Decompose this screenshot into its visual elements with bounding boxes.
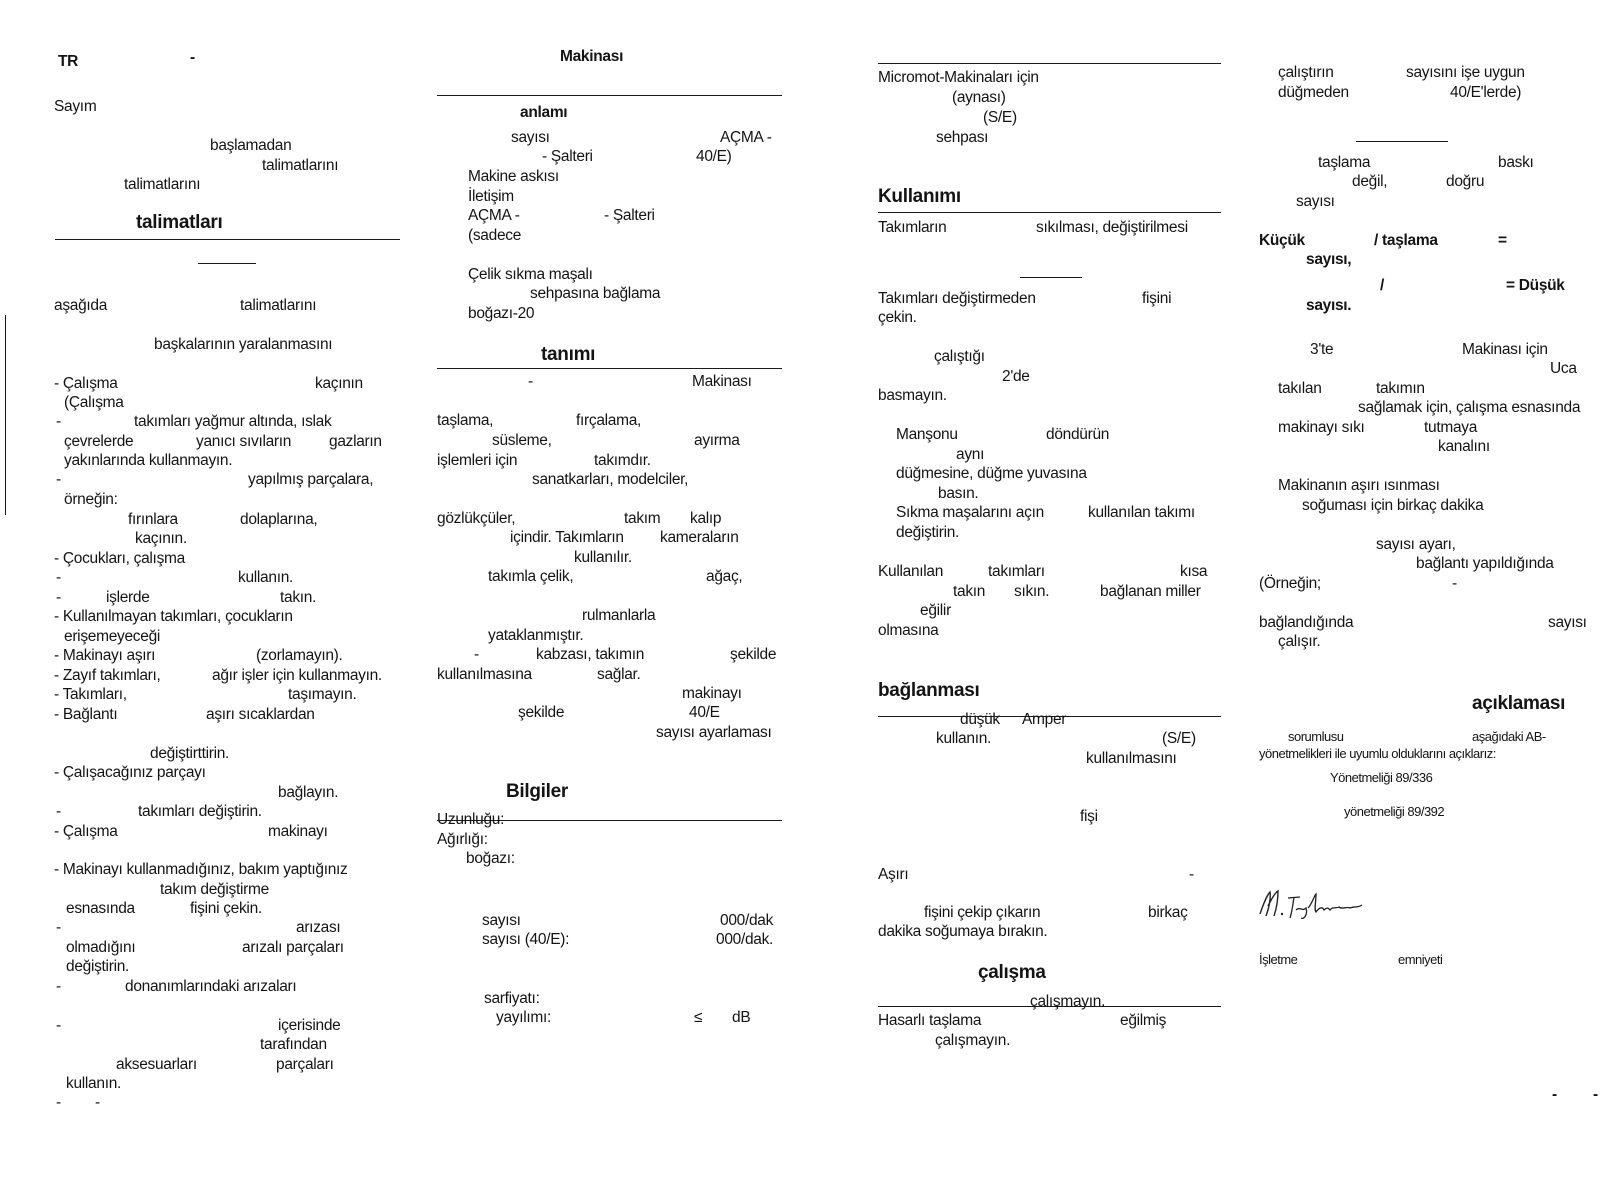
col2-text-line: ≤ (694, 1009, 703, 1026)
col2-text-line: İletişim (468, 188, 514, 205)
col4-text-line: soğuması için birkaç dakika (1302, 497, 1484, 514)
col1-text-line: arızalı parçaları (242, 939, 344, 956)
col2-text-line: süsleme, (492, 432, 552, 449)
col4-text-line: 40/E'lerde) (1450, 84, 1522, 101)
col4-text-line: taşlama (1318, 154, 1371, 171)
col2-text-line: AÇMA - (720, 129, 772, 146)
col3-text-line: Kullanılan (878, 563, 944, 580)
col2-text-line: (sadece (468, 227, 522, 244)
col2-text-line: sayısı (40/E): (482, 931, 570, 948)
col2-text-line: Bilgiler (506, 781, 569, 802)
col1-text-line: TR (58, 53, 79, 70)
col2-text-line: sayısı ayarlaması (656, 724, 772, 741)
col1-text-line: erişemeyeceği (64, 628, 161, 645)
col3-text-line: fişi (1080, 808, 1098, 825)
col2-text-line: - Şalteri (542, 148, 593, 165)
col1-text-line: takımları yağmur altında, ıslak (134, 413, 332, 430)
col3-text-line: düğmesine, düğme yuvasına (896, 465, 1087, 482)
col1-text-line: - (95, 1094, 100, 1111)
col2-text-line: şekilde (730, 646, 777, 663)
col1-text-line: değiştirin. (66, 958, 130, 975)
col2-text-line: gözlükçüler, (437, 510, 516, 527)
col3-text-line: çalışma (978, 962, 1046, 983)
col4-text-line: yönetmelikleri ile uyumlu olduklarını açıklarız: (1259, 746, 1496, 761)
col4-text-line: sayısı ayarı, (1376, 536, 1456, 553)
col3-text-line: sehpası (936, 129, 989, 146)
col2-text-line: Çelik sıkma maşalı (468, 266, 593, 283)
col3-text-line: çekin. (878, 309, 917, 326)
col3-text-line: sıkın. (1014, 583, 1050, 600)
col3-text-line: çalışmayın. (935, 1032, 1011, 1049)
col3-text-line: dakika soğumaya bırakın. (878, 923, 1048, 940)
col1-text-line: - (56, 919, 61, 936)
col1-text-line: değiştirttirin. (150, 745, 230, 762)
col4-text-line: tutmaya (1424, 419, 1478, 436)
col2-text-line: sarfiyatı: (484, 990, 540, 1007)
col2-text-line: sehpasına bağlama (530, 285, 661, 302)
col4-text-line: Yönetmeliği 89/336 (1330, 770, 1433, 785)
col3-text-line: basmayın. (878, 387, 947, 404)
col3-text-line: fişini çekip çıkarın (924, 904, 1041, 921)
col1-text-line: talimatları (136, 212, 223, 233)
signature-image (1256, 888, 1366, 922)
col1-text-line: takımları değiştirin. (138, 803, 262, 820)
rule-col2-specs (437, 820, 782, 821)
col1-text-line: - Çocukları, çalışma (54, 550, 185, 567)
col1-text-line: - Çalışacağınız parçayı (54, 764, 206, 781)
col1-text-line: - (56, 471, 61, 488)
col2-text-line: Makinası (560, 48, 624, 65)
col2-text-line: AÇMA - (468, 207, 520, 224)
col3-text-line: takımları (988, 563, 1045, 580)
col4-text-line: sayısı. (1306, 297, 1352, 314)
col2-text-line: takımla çelik, (488, 568, 574, 585)
col3-text-line: kullanın. (936, 730, 992, 747)
col4-text-line: sayısını işe uygun (1406, 64, 1525, 81)
col1-text-line: yakınlarında kullanmayın. (64, 452, 233, 469)
col4-text-line: açıklaması (1472, 693, 1566, 714)
col4-text-line: 3'te (1310, 341, 1334, 358)
col1-text-line: çevrelerde (64, 433, 134, 450)
col4-text-line: bağlantı yapıldığında (1416, 555, 1554, 572)
col3-text-line: takın (953, 583, 986, 600)
col4-text-line: takılan (1278, 380, 1322, 397)
col1-text-line: arızası (296, 919, 341, 936)
col1-text-line: - Takımları, (54, 686, 127, 703)
col1-text-line: gazların (329, 433, 382, 450)
col1-text-line: yanıcı sıvıların (196, 433, 292, 450)
rule-col3-usage (878, 212, 1221, 213)
col4-text-line: - (1593, 1086, 1598, 1103)
col4-text-line: (Örneğin; (1259, 575, 1321, 592)
col2-text-line: yayılımı: (496, 1009, 552, 1026)
col1-text-line: aşırı sıcaklardan (206, 706, 315, 723)
col1-text-line: aşağıda (54, 297, 108, 314)
col1-text-line: - (190, 49, 195, 66)
col1-text-line: - (56, 1094, 61, 1111)
col1-text-line: başlamadan (210, 137, 292, 154)
col4-text-line: = Düşük (1506, 277, 1565, 294)
col3-text-line: aynı (956, 446, 985, 463)
col1-text-line: parçaları (276, 1056, 334, 1073)
col2-text-line: Ağırlığı: (437, 831, 488, 848)
col1-text-line: kaçının. (135, 530, 187, 547)
col2-text-line: tanımı (541, 344, 596, 365)
col1-text-line: - Zayıf takımları, (54, 667, 161, 684)
col2-text-line: Makine askısı (468, 168, 559, 185)
col4-text-line: bağlandığında (1259, 614, 1354, 631)
col2-text-line: makinayı (682, 685, 742, 702)
col1-text-line: kullanın. (66, 1075, 122, 1092)
col1-text-line: dolaplarına, (240, 511, 318, 528)
col2-text-line: anlamı (520, 104, 568, 121)
col2-text-line: içindir. Takımların (510, 529, 624, 546)
col1-text-line: örneğin: (64, 491, 118, 508)
col1-text-line: başkalarının yaralanmasını (154, 336, 333, 353)
col2-text-line: sayısı (482, 912, 521, 929)
col1-text-line: kullanın. (238, 569, 294, 586)
col3-text-line: fişini (1142, 290, 1172, 307)
col2-text-line: sayısı (511, 129, 550, 146)
col1-text-line: takım değiştirme (160, 881, 269, 898)
col2-text-line: Uzunluğu: (437, 811, 505, 828)
col2-text-line: 40/E (689, 704, 720, 721)
col4-text-line: Uca (1550, 360, 1577, 377)
col3-text-line: Aşırı (878, 866, 909, 883)
col3-text-line: bağlanması (878, 680, 980, 701)
col2-text-line: taşlama, (437, 412, 494, 429)
col4-text-line: sayısı (1548, 614, 1587, 631)
col1-text-line: makinayı (268, 823, 328, 840)
col1-text-line: işlerde (106, 589, 150, 606)
rule-col3-top (878, 63, 1221, 64)
col4-text-line: Küçük (1259, 232, 1305, 249)
col1-text-line: - (56, 978, 61, 995)
col1-text-line: talimatlarını (124, 176, 201, 193)
col4-text-line: yönetmeliği 89/392 (1344, 804, 1445, 819)
col3-text-line: olmasına (878, 622, 939, 639)
col2-text-line: - (528, 373, 533, 390)
col3-text-line: bağlanan miller (1100, 583, 1201, 600)
col2-text-line: boğazı: (466, 850, 515, 867)
col3-text-line: kullanılmasını (1086, 750, 1177, 767)
col3-text-line: düşük (960, 711, 1000, 728)
col2-text-line: şekilde (518, 704, 565, 721)
col1-text-line: fırınlara (128, 511, 178, 528)
col1-text-line: ağır işler için kullanmayın. (212, 667, 382, 684)
col3-text-line: birkaç (1148, 904, 1188, 921)
col1-text-line: - (56, 589, 61, 606)
col3-text-line: Amper (1022, 711, 1067, 728)
rule-col1-heading (55, 239, 400, 240)
col2-text-line: dB (732, 1009, 751, 1026)
col1-text-line: - Kullanılmayan takımları, çocukların (54, 608, 293, 625)
col1-text-line: - Çalışma (54, 823, 118, 840)
col4-text-line: / (1380, 277, 1385, 294)
col2-text-line: - (474, 646, 479, 663)
col4-text-line: Makinası için (1462, 341, 1548, 358)
col1-text-line: - (56, 569, 61, 586)
col1-text-line: - Makinayı kullanmadığınız, bakım yaptığınız (54, 861, 348, 878)
col1-text-line: yapılmış parçalara, (248, 471, 374, 488)
col3-text-line: (S/E) (983, 109, 1017, 126)
left-margin-line (5, 315, 6, 515)
col2-text-line: kabzası, takımın (536, 646, 645, 663)
col2-text-line: sanatkarları, modelciler, (532, 471, 689, 488)
col2-text-line: 000/dak. (716, 931, 774, 948)
col2-text-line: kullanılmasına (437, 666, 532, 683)
col3-text-line: Micromot-Makinaları için (878, 69, 1039, 86)
col3-text-line: Takımları değiştirmeden (878, 290, 1036, 307)
col3-text-line: 2'de (1002, 368, 1030, 385)
col2-text-line: takımdır. (594, 452, 651, 469)
col4-text-line: = (1498, 232, 1507, 249)
col4-text-line: sağlamak için, çalışma esnasında (1358, 399, 1581, 416)
col3-text-line: Takımların (878, 219, 947, 236)
col3-text-line: kullanılan takımı (1088, 504, 1195, 521)
col2-text-line: takım (624, 510, 661, 527)
col1-text-line: - (56, 803, 61, 820)
col4-text-line: emniyeti (1398, 952, 1443, 967)
col1-text-line: - Makinayı aşırı (54, 647, 156, 664)
col1-text-line: takın. (280, 589, 317, 606)
col3-text-line: Kullanımı (878, 186, 961, 207)
col1-text-line: donanımlarındaki arızaları (125, 978, 297, 995)
col4-text-line: düğmeden (1278, 84, 1349, 101)
col2-text-line: işlemleri için (437, 452, 518, 469)
col3-text-line: (aynası) (952, 89, 1006, 106)
col1-text-line: - (56, 413, 61, 430)
col1-text-line: içerisinde (278, 1017, 341, 1034)
col1-text-line: esnasında (66, 900, 135, 917)
col4-text-line: aşağıdaki AB- (1472, 729, 1546, 744)
col4-text-line: kanalını (1438, 438, 1490, 455)
col1-text-line: - Bağlantı (54, 706, 118, 723)
rule-col4-short (1356, 141, 1448, 142)
col3-text-line: döndürün (1046, 426, 1110, 443)
col2-text-line: ayırma (694, 432, 740, 449)
col3-text-line: çalışmayın. (1030, 993, 1106, 1010)
rule-col3-short (1020, 277, 1082, 278)
col1-text-line: - (56, 1017, 61, 1034)
col3-text-line: değiştirin. (896, 524, 960, 541)
col1-text-line: tarafından (260, 1036, 327, 1053)
col1-text-line: talimatlarını (240, 297, 317, 314)
col2-text-line: ağaç, (706, 568, 743, 585)
col2-text-line: kalıp (690, 510, 722, 527)
col2-text-line: kameraların (660, 529, 739, 546)
col4-text-line: Makinanın aşırı ısınması (1278, 477, 1440, 494)
col4-text-line: / taşlama (1374, 232, 1438, 249)
col2-text-line: - Şalteri (604, 207, 655, 224)
col1-text-line: Sayım (54, 98, 97, 115)
col4-text-line: sorumlusu (1288, 729, 1344, 744)
rule-col3-connection (878, 716, 1221, 717)
col2-text-line: Makinası (692, 373, 752, 390)
col2-text-line: yataklanmıştır. (488, 627, 584, 644)
col1-text-line: (Çalışma (64, 394, 124, 411)
col4-text-line: doğru (1446, 173, 1485, 190)
col2-text-line: sağlar. (597, 666, 641, 683)
rule-col1-short (198, 263, 256, 264)
col4-text-line: makinayı sıkı (1278, 419, 1365, 436)
col1-text-line: kaçının (315, 375, 363, 392)
rule-col2-top (437, 95, 782, 96)
col4-text-line: takımın (1376, 380, 1425, 397)
col4-text-line: İşletme (1259, 952, 1298, 967)
col4-text-line: sayısı, (1306, 251, 1352, 268)
col2-text-line: fırçalama, (576, 412, 642, 429)
col1-text-line: talimatlarını (262, 157, 339, 174)
col2-text-line: rulmanlarla (582, 607, 656, 624)
col3-text-line: çalıştığı (934, 348, 985, 365)
col1-text-line: bağlayın. (278, 784, 339, 801)
col4-text-line: çalıştırın (1278, 64, 1334, 81)
col3-text-line: Hasarlı taşlama (878, 1012, 982, 1029)
col3-text-line: Manşonu (896, 426, 958, 443)
col2-text-line: 000/dak (720, 912, 774, 929)
col3-text-line: eğilir (920, 602, 951, 619)
col4-text-line: - (1452, 575, 1457, 592)
rule-col3-work (878, 1006, 1221, 1007)
col2-text-line: boğazı-20 (468, 305, 535, 322)
col1-text-line: (zorlamayın). (256, 647, 343, 664)
col2-text-line: 40/E) (696, 148, 732, 165)
col3-text-line: - (1189, 866, 1194, 883)
col3-text-line: eğilmiş (1120, 1012, 1167, 1029)
col3-text-line: basın. (938, 485, 979, 502)
col3-text-line: Sıkma maşalarını açın (896, 504, 1044, 521)
col1-text-line: aksesuarları (116, 1056, 197, 1073)
col4-text-line: çalışır. (1278, 633, 1321, 650)
col1-text-line: - Çalışma (54, 375, 118, 392)
col4-text-line: sayısı (1296, 193, 1335, 210)
col1-text-line: taşımayın. (288, 686, 357, 703)
col1-text-line: olmadığını (66, 939, 136, 956)
col2-text-line: kullanılır. (574, 549, 632, 566)
col1-text-line: fişini çekin. (190, 900, 262, 917)
col4-text-line: değil, (1352, 173, 1388, 190)
col3-text-line: kısa (1180, 563, 1208, 580)
col3-text-line: (S/E) (1162, 730, 1196, 747)
rule-col2-description (437, 368, 782, 369)
col3-text-line: sıkılması, değiştirilmesi (1036, 219, 1188, 236)
col4-text-line: baskı (1498, 154, 1534, 171)
col4-text-line: - (1552, 1086, 1557, 1103)
